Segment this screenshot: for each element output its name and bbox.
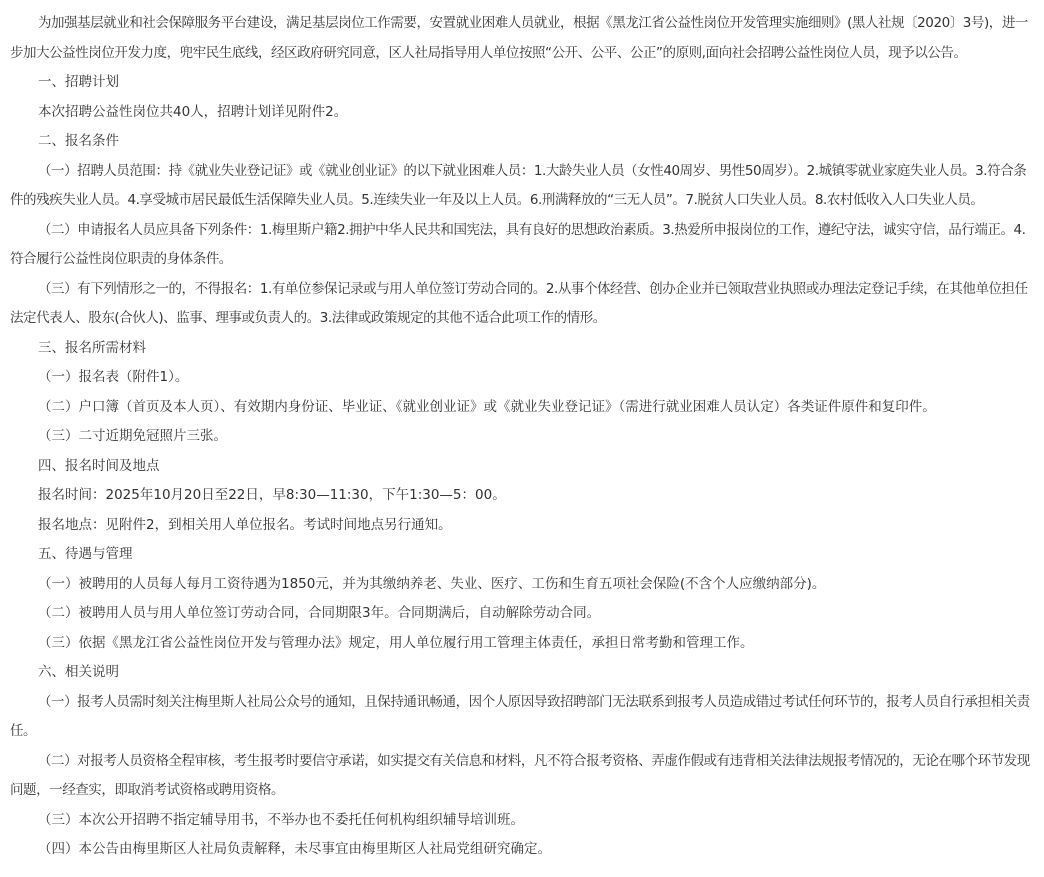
eligibility-exclusions-paragraph: （三）有下列情形之一的，不得报名：1.有单位参保记录或与用人单位签订劳动合同的。2.从事个体经营、创办企业并已领取营业执照或办理法定登记手续，在其他单位担任法定代表人、股东(合伙人)、监事、理事或负责人的。3.法律或政策规定的其他不适合此项工作的情形。 (10, 280, 1028, 326)
notes-item-2: （二）对报考人员资格全程审核，考生报考时要信守承诺，如实提交有关信息和材料，凡不符合报考资格、弄虚作假或有违背相关法律法规报考情况的，无论在哪个环节发现问题，一经查实，即取消考试资格或聘用资格。 (10, 752, 1030, 798)
treatment-item-3: （三）依据《黑龙江省公益性岗位开发与管理办法》规定，用人单位履行用工管理主体责任，承担日常考勤和管理工作。 (38, 634, 754, 651)
notes-item-1: （一）报考人员需时刻关注梅里斯人社局公众号的通知，且保持通讯畅通，因个人原因导致招聘部门无法联系到报考人员造成错过考试任何环节的，报考人员自行承担相关责任。 (10, 693, 1030, 739)
eligibility-requirements-paragraph: （二）申请报名人员应具备下列条件：1.梅里斯户籍2.拥护中华人民共和国宪法，具有良好的思想政治素质。3.热爱所申报岗位的工作，遵纪守法，诚实守信，品行端正。4.符合履行公益性岗位职责的身体条件。 (10, 221, 1026, 267)
eligibility-scope-paragraph: （一）招聘人员范围：持《就业失业登记证》或《就业创业证》的以下就业困难人员：1.大龄失业人员（女性40周岁、男性50周岁）。2.城镇零就业家庭失业人员。3.符合条件的残疾失业人员。4.享受城市居民最低生活保障失业人员。5.连续失业一年及以上人员。6.刑满释放的“三无人员”。7.脱贫人口失业人员。8.农村低收入人口失业人员。 (10, 162, 1027, 208)
registration-place: 报名地点：见附件2，到相关用人单位报名。考试时间地点另行通知。 (38, 516, 452, 533)
recruitment-plan-text: 本次招聘公益性岗位共40人，招聘计划详见附件2。 (38, 103, 348, 120)
section-heading-materials: 三、报名所需材料 (38, 339, 146, 356)
intro-paragraph: 为加强基层就业和社会保障服务平台建设，满足基层岗位工作需要，安置就业困难人员就业，根据《黑龙江省公益性岗位开发管理实施细则》(黑人社规〔2020〕3号)，进一步加大公益性岗位开发力度，兜牢民生底线，经区政府研究同意，区人社局指导用人单位按照“公开、公平、公正”的原则,面向社会招聘公益性岗位人员，现予以公告。 (10, 15, 1028, 61)
section-heading-eligibility: 二、报名条件 (38, 133, 119, 149)
section-heading-treatment: 五、待遇与管理 (38, 546, 133, 562)
materials-item-2: （二）户口簿（首页及本人页）、有效期内身份证、毕业证、《就业创业证》或《就业失业登记证》（需进行就业困难人员认定）各类证件原件和复印件。 (38, 398, 936, 415)
section-heading-time-place: 四、报名时间及地点 (38, 457, 160, 474)
treatment-item-1: （一）被聘用的人员每人每月工资待遇为1850元，并为其缴纳养老、失业、医疗、工伤和生育五项社会保险(不含个人应缴纳部分)。 (38, 575, 826, 592)
materials-item-3: （三）二寸近期免冠照片三张。 (38, 428, 227, 444)
treatment-item-2: （二）被聘用人员与用人单位签订劳动合同，合同期限3年。合同期满后，自动解除劳动合同。 (38, 605, 601, 621)
notes-item-3: （三）本次公开招聘不指定辅导用书，不举办也不委托任何机构组织辅导培训班。 (38, 811, 524, 828)
materials-item-1: （一）报名表（附件1）。 (38, 369, 189, 385)
notes-item-4: （四）本公告由梅里斯区人社局负责解释，未尽事宜由梅里斯区人社局党组研究确定。 (38, 841, 551, 857)
section-heading-recruitment-plan: 一、招聘计划 (38, 74, 119, 90)
registration-time: 报名时间：2025年10月20日至22日，早8:30—11:30，下午1:30—5：00。 (38, 487, 506, 503)
section-heading-notes: 六、相关说明 (38, 664, 119, 680)
